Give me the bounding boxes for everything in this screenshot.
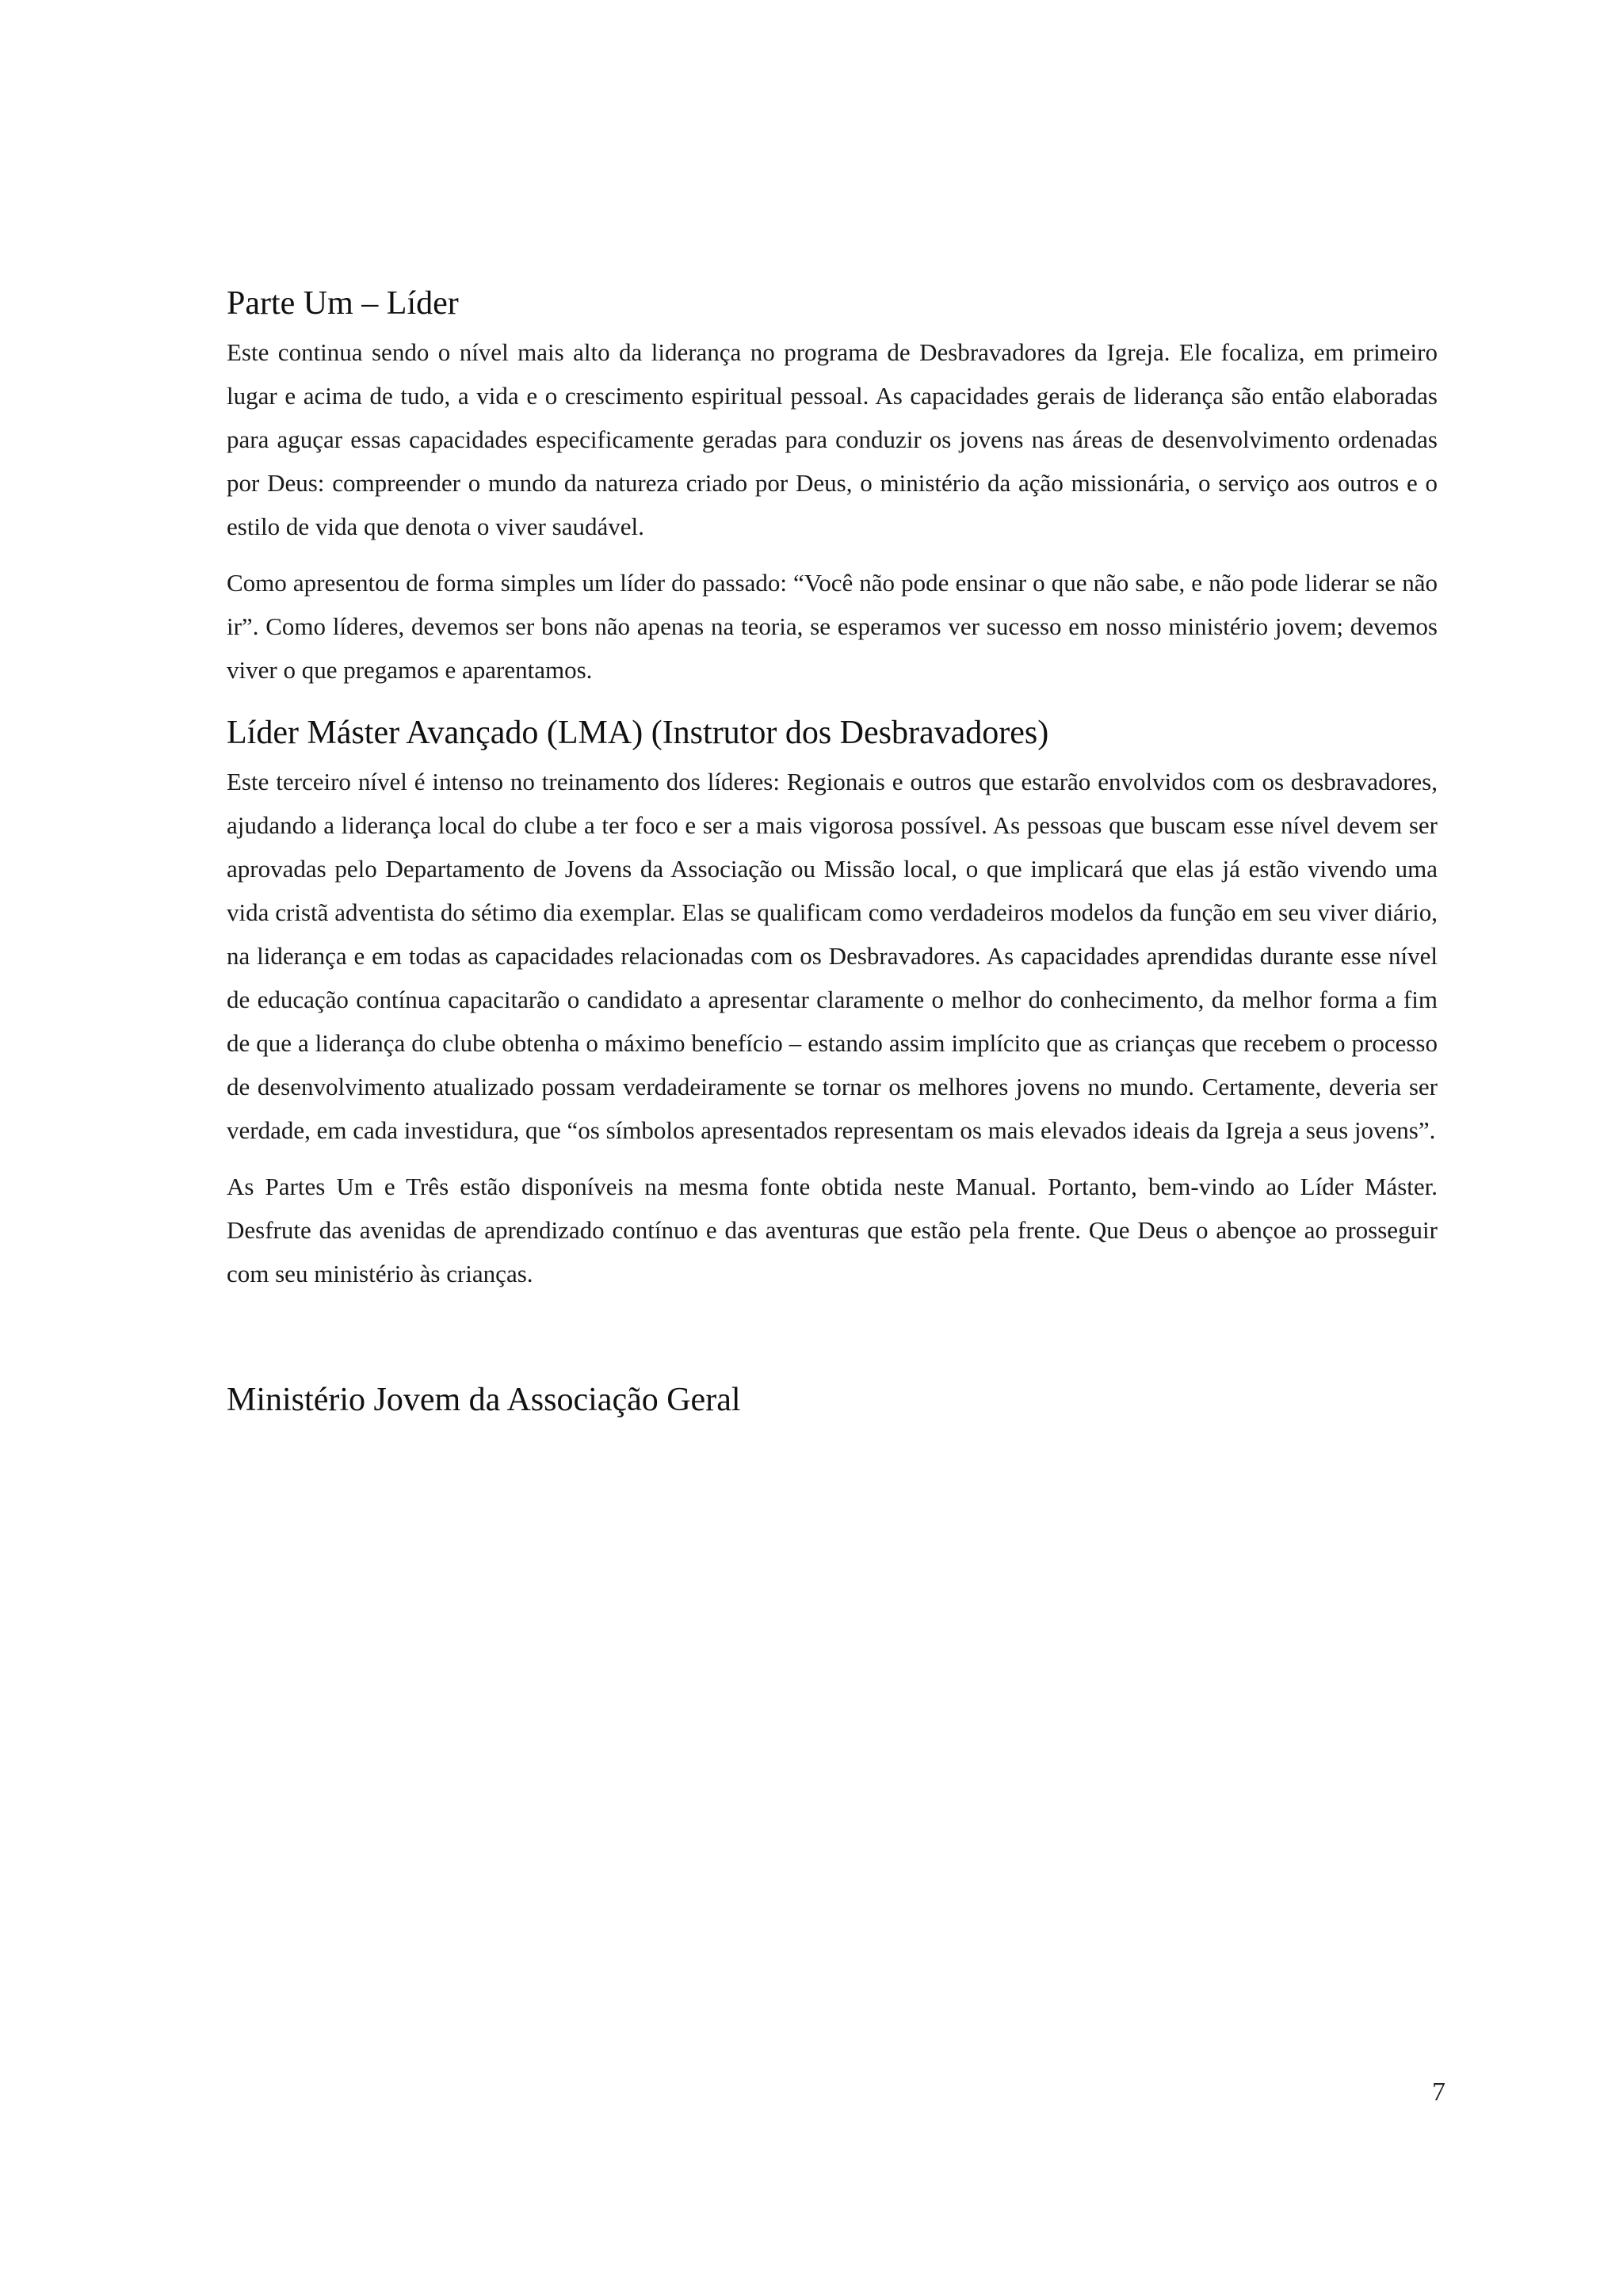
paragraph: Como apresentou de forma simples um líder do passado: “Você não pode ensinar o que não sabe, e não pode liderar se não ir”. Como líderes, devemos ser bons não apenas na teoria, se esperamos ver sucesso em nosso ministério jovem; devemos viver o que pregamos e aparentamos.: [227, 569, 1438, 684]
section-heading-parte-um: Parte Um – Líder: [227, 285, 459, 322]
paragraph: Este continua sendo o nível mais alto da liderança no programa de Desbravadores da Igreja. Ele focaliza, em primeiro lugar e acima de tudo, a vida e o crescimento espiritual pessoal. As capacidades gerais de liderança são então elaboradas para aguçar essas capacidades especificamente geradas para conduzir os jovens nas áreas de desenvolvimento ordenadas por Deus: compreender o mundo da natureza criado por Deus, o ministério da ação missionária, o serviço aos outros e o estilo de vida que denota o viver saudável.: [227, 338, 1438, 540]
paragraph: As Partes Um e Três estão disponíveis na mesma fonte obtida neste Manual. Portanto, bem-vindo ao Líder Máster. Desfrute das avenidas de aprendizado contínuo e das aventuras que estão pela frente. Que Deus o abençoe ao prosseguir com seu ministério às crianças.: [227, 1173, 1438, 1287]
document-page: [227, 281, 1438, 1427]
paragraph: Este terceiro nível é intenso no treinamento dos líderes: Regionais e outros que estarão envolvidos com os desbravadores, ajudando a liderança local do clube a ter foco e ser a mais vigorosa possível. As pessoas que buscam esse nível devem ser aprovadas pelo Departamento de Jovens da Associação ou Missão local, o que implicará que elas já estão vivendo uma vida cristã adventista do sétimo dia exemplar. Elas se qualificam como verdadeiros modelos da função em seu viver diário, na liderança e em todas as capacidades relacionadas com os Desbravadores. As capacidades aprendidas durante esse nível de educação contínua capacitarão o candidato a apresentar claramente o melhor do conhecimento, da melhor forma a fim de que a liderança do clube obtenha o máximo benefício – estando assim implícito que as crianças que recebem o processo de desenvolvimento atualizado possam verdadeiramente se tornar os melhores jovens no mundo. Certamente, deveria ser verdade, em cada investidura, que “os símbolos apresentados representam os mais elevados ideais da Igreja a seus jovens”.: [227, 768, 1438, 1144]
page-number: 7: [1432, 2077, 1445, 2107]
section-heading-lider-master-avancado: Líder Máster Avançado (LMA) (Instrutor dos Desbravadores): [227, 715, 1049, 751]
signature-heading: Ministério Jovem da Associação Geral: [227, 1382, 741, 1418]
